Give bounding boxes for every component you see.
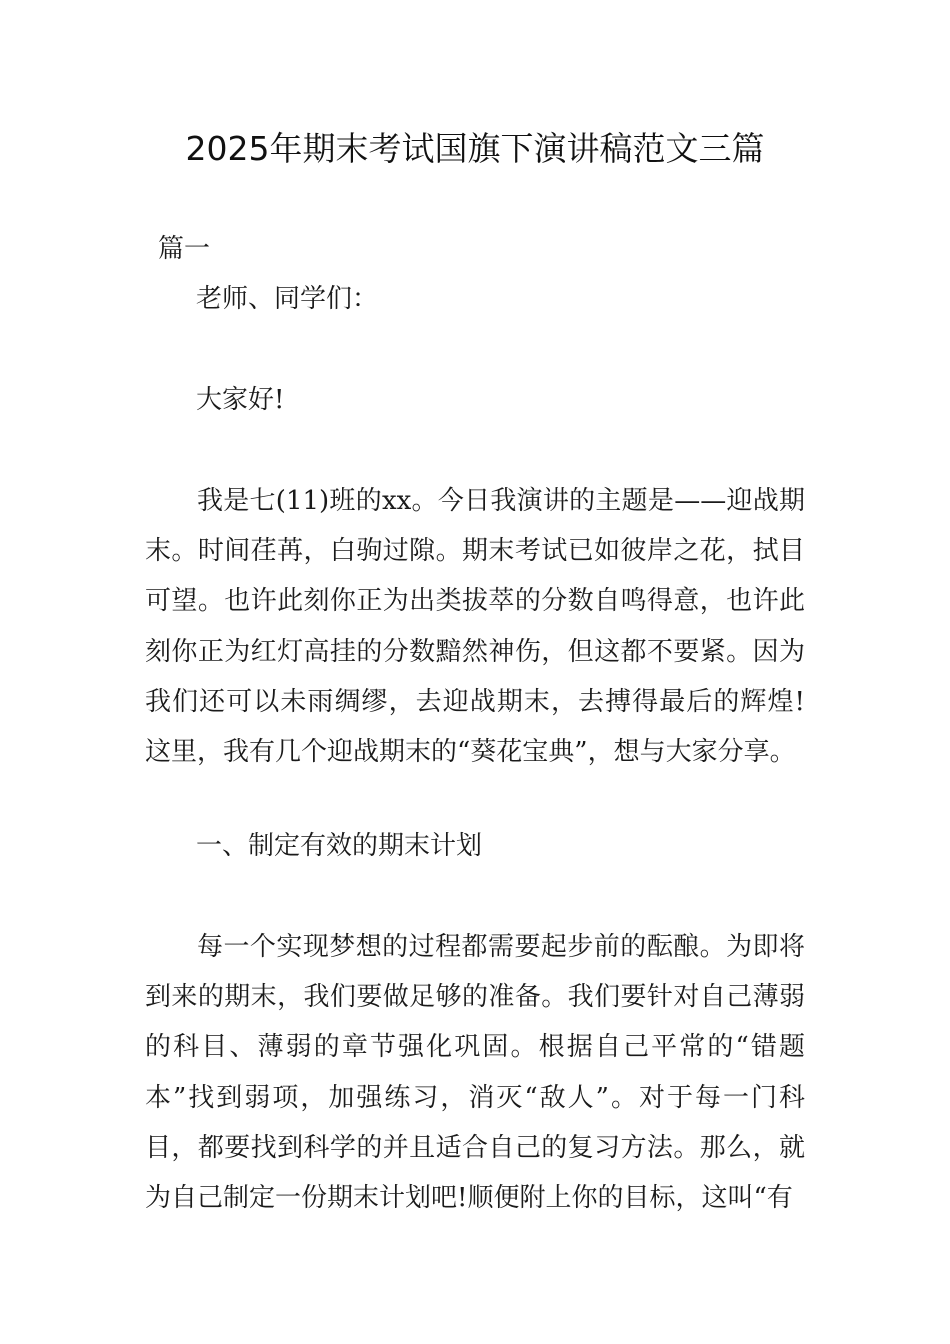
section-heading: 一、制定有效的期末计划 (196, 831, 483, 861)
document-title: 2025年期末考试国旗下演讲稿范文三篇 (185, 129, 765, 168)
paragraph-intro: 我是七(11)班的xx。今日我演讲的主题是——迎战期末。时间荏苒，白驹过隙。期末考试已如彼岸之花，拭目可望。也许此刻你正为出类拔萃的分数自鸣得意，也许此刻你正为红灯高挂的分数黯然神伤，但这都不要紧。因为我们还可以未雨绸缪，去迎战期末，去搏得最后的辉煌!这里，我有几个迎战期末的“葵花宝典”，想与大家分享。 (145, 486, 805, 768)
salutation: 老师、同学们： (196, 284, 379, 314)
section-label: 篇一 (158, 234, 211, 264)
paragraph-plan: 每一个实现梦想的过程都需要起步前的酝酿。为即将到来的期末，我们要做足够的准备。我们要针对自己薄弱的科目、薄弱的章节强化巩固。根据自己平常的“错题本”找到弱项，加强练习，消灭“敌人”。对于每一门科目，都要找到科学的并且适合自己的复习方法。那么，就为自己制定一份期末计划吧!顺便附上你的目标，这叫“有 (145, 932, 805, 1214)
greeting: 大家好! (196, 385, 285, 415)
